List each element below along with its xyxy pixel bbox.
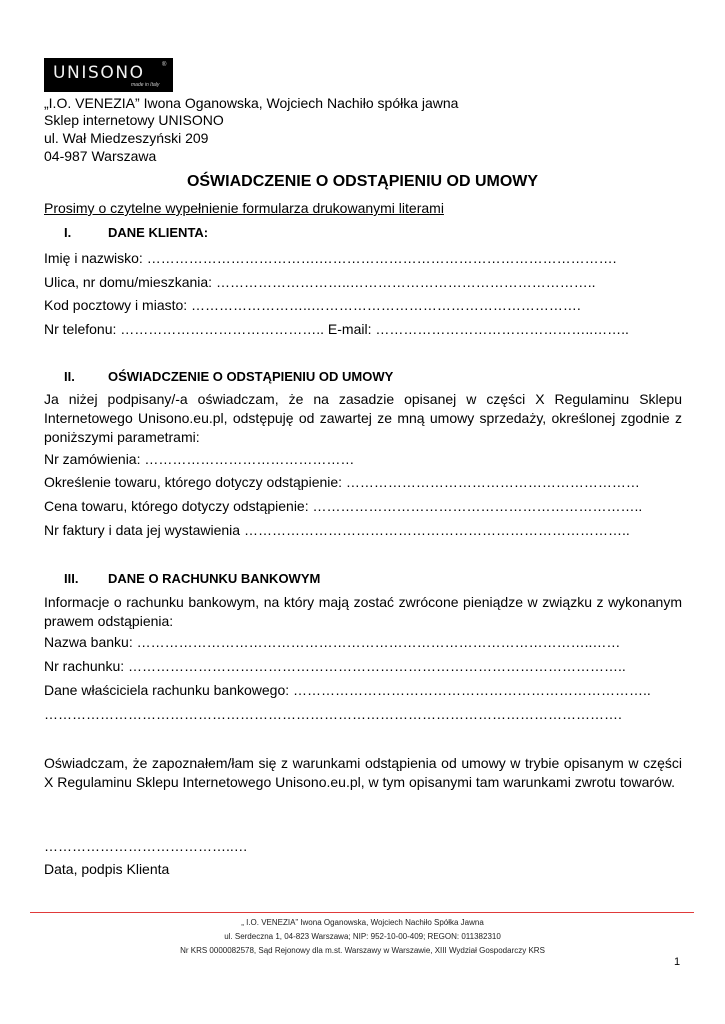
section-3-number: III. <box>64 571 79 586</box>
form-instruction: Prosimy o czytelne wypełnienie formularza drukowanymi literami <box>44 200 444 216</box>
field-order-number: Nr zamówienia: ……………………………………… <box>44 451 355 467</box>
page-number: 1 <box>674 956 681 968</box>
field-extra-line: ……………………………………………………………………………………………………………. <box>44 706 622 722</box>
footer-address: ul. Serdeczna 1, 04-823 Warszawa; NIP: 952-10-00-409; REGON: 011382310 <box>224 932 501 941</box>
field-bank-name: Nazwa banku: ……………………………………………………………………………………..…… <box>44 634 621 650</box>
signature-label: Data, podpis Klienta <box>44 861 170 877</box>
field-account-owner: Dane właściciela rachunku bankowego: ………………………………………………………………….. <box>44 682 651 698</box>
logo-registered-mark: ® <box>162 62 167 68</box>
field-postal-city: Kod pocztowy i miasto: ……………………..…………………………………………………. <box>44 297 581 313</box>
field-invoice: Nr faktury i data jej wystawienia ……………………………………………………………………….. <box>44 522 630 538</box>
withdrawal-statement: Ja niżej podpisany/-a oświadczam, że na zasadzie opisanej w części X Regulaminu Sklepu Internetowego Unisono.eu.pl, odstępuję od zawartej ze mną umowy sprzedaży, określonej zgodnie z poniższymi parametrami: <box>44 391 682 445</box>
section-2-title: OŚWIADCZENIE O ODSTĄPIENIU OD UMOWY <box>108 369 394 384</box>
section-3-heading <box>64 571 320 586</box>
field-account-number: Nr rachunku: …………………………………………………………………………………………….. <box>44 658 626 674</box>
company-name: „I.O. VENEZIA” Iwona Oganowska, Wojciech Nachiło spółka jawna <box>44 95 459 111</box>
section-3-title: DANE O RACHUNKU BANKOWYM <box>108 571 321 586</box>
section-1-title: DANE KLIENTA: <box>108 225 209 240</box>
company-street: ul. Wał Miedzeszyński 209 <box>44 130 209 146</box>
footer-company: „ I.O. VENEZIA” Iwona Oganowska, Wojciech Nachiło Spółka Jawna <box>241 918 484 927</box>
document-title: OŚWIADCZENIE O ODSTĄPIENIU OD UMOWY <box>186 173 539 190</box>
signature-line: …………………………………..… <box>44 838 248 854</box>
section-1-heading <box>64 225 208 240</box>
shop-name: Sklep internetowy UNISONO <box>44 112 224 128</box>
company-city: 04-987 Warszawa <box>44 148 157 164</box>
logo-tagline: made in Italy <box>131 82 160 88</box>
field-product: Określenie towaru, którego dotyczy odstąpienie: ……………………………………………………… <box>44 474 640 490</box>
bank-info-statement: Informacje o rachunku bankowym, na który mają zostać zwrócone pieniądze w związku z wykonanym prawem odstąpienia: <box>44 594 682 629</box>
field-phone-email: Nr telefonu: …………………………………….. E-mail: ………………………………………..…….. <box>44 321 629 337</box>
section-2-number: II. <box>64 369 75 384</box>
field-price: Cena towaru, którego dotyczy odstąpienie: …………………………………………………………….. <box>44 498 643 514</box>
field-name: Imię i nazwisko: ……………………………….………………………………………………………. <box>44 250 617 266</box>
field-street: Ulica, nr domu/mieszkania: ………………………..…………………………………………….. <box>44 274 596 290</box>
unisono-logo <box>44 58 173 92</box>
logo-wordmark: UNISONO <box>53 63 145 83</box>
footer-registry: Nr KRS 0000082578, Sąd Rejonowy dla m.st. Warszawy w Warszawie, XIII Wydział Gospodarczy KRS <box>180 946 545 955</box>
declaration-text: Oświadczam, że zapoznałem/łam się z warunkami odstąpienia od umowy w trybie opisanym w części X Regulaminu Sklepu Internetowego Unisono.eu.pl, w tym opisanymi tam warunkami zwrotu towarów. <box>44 755 682 790</box>
footer-divider <box>30 912 694 913</box>
section-2-heading <box>64 369 393 384</box>
section-1-number: I. <box>64 225 72 240</box>
